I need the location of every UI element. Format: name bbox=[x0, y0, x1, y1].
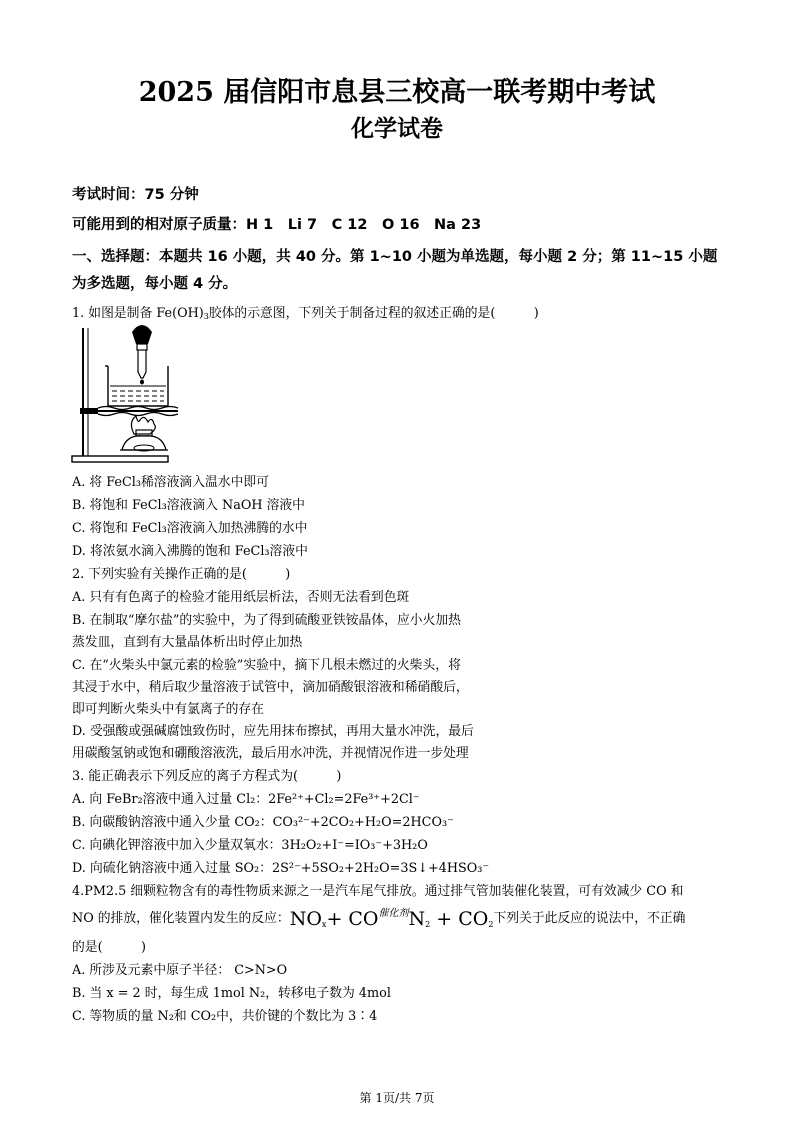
q1-stem: 1. 如图是制备 $Fe(OH)_3$胶体的示意图，下列关于制备过程的叙述正确的是( ) bbox=[72, 306, 539, 321]
q4-option-c: C. 等物质的量 N₂和 CO₂中，共价键的个数比为 3∶4 bbox=[72, 1009, 378, 1024]
section-heading-line1: 一、选择题：本题共 16 小题，共 40 分。第 1~10 小题为单选题，每小题 2 分；第 11~15 小题 bbox=[72, 249, 718, 265]
q2-option-b-line2: 蒸发皿，直到有大量晶体析出时停止加热 bbox=[72, 635, 303, 650]
q2-option-d-line2: 用碳酸氢钠或饱和硼酸溶液洗，最后用水冲洗，并视情况作进一步处理 bbox=[72, 746, 469, 761]
q1-option-c: C. 将饱和 FeCl₃溶液滴入加热沸腾的水中 bbox=[72, 521, 308, 536]
q1-option-b: B. 将饱和 FeCl₃溶液滴入 NaOH 溶液中 bbox=[72, 498, 305, 513]
fe-oh3-colloid-apparatus-diagram bbox=[70, 322, 182, 466]
q4-stem-line2: NO 的排放，催化装置内发生的反应：$NO_x+ CO^{催化剂}N_2 + CO_2$下列关于此反应的说法中，不正确 bbox=[72, 908, 686, 930]
q4-option-a: A. 所涉及元素中原子半径： C>N>O bbox=[72, 963, 288, 978]
page-number: 第 1页/共 7页 bbox=[359, 1091, 435, 1105]
q4-stem-line1: 4.PM2.5 细颗粒物含有的毒性物质来源之一是汽车尾气排放。通过排气管加装催化装置，可有效减少 CO 和 bbox=[72, 884, 684, 899]
q3-option-c: C. 向碘化钾溶液中加入少量双氧水：3H₂O₂+I⁻=IO₃⁻+3H₂O bbox=[72, 838, 428, 853]
q3-option-a: A. 向 FeBr₂溶液中通入过量 Cl₂：2Fe²⁺+Cl₂=2Fe³⁺+2Cl⁻ bbox=[72, 792, 420, 807]
section-heading-line2: 为多选题，每小题 4 分。 bbox=[72, 276, 238, 292]
q2-option-d-line1: D. 受强酸或强碱腐蚀致伤时，应先用抹布擦拭，再用大量水冲洗，最后 bbox=[72, 724, 474, 739]
q4-reaction-equation: $NO_x+ CO^{催化剂}N_2 + CO_2$ bbox=[289, 908, 494, 930]
q4-stem-line3: 的是( ) bbox=[72, 940, 146, 955]
q2-option-a: A. 只有有色离子的检验才能用纸层析法，否则无法看到色斑 bbox=[72, 590, 410, 605]
atomic-masses: 可能用到的相对原子质量：H 1 Li 7 C 12 O 16 Na 23 bbox=[72, 217, 482, 233]
q2-option-c-line1: C. 在“火柴头中氯元素的检验”实验中，摘下几根未燃过的火柴头，将 bbox=[72, 658, 461, 673]
q4-option-b: B. 当 x = 2 时，每生成 1mol N₂，转移电子数为 4mol bbox=[72, 986, 391, 1001]
exam-subtitle: 化学试卷 bbox=[351, 115, 443, 142]
q1-option-a: A. 将 FeCl₃稀溶液滴入温水中即可 bbox=[72, 475, 269, 490]
q3-option-b: B. 向碳酸钠溶液中通入少量 CO₂：CO₃²⁻+2CO₂+H₂O=2HCO₃⁻ bbox=[72, 815, 454, 830]
q2-option-b-line1: B. 在制取“摩尔盐”的实验中，为了得到硫酸亚铁铵晶体，应小火加热 bbox=[72, 613, 461, 628]
exam-title: 2025 届信阳市息县三校高一联考期中考试 bbox=[138, 77, 656, 108]
q3-stem: 3. 能正确表示下列反应的离子方程式为( ) bbox=[72, 769, 342, 784]
q2-stem: 2. 下列实验有关操作正确的是( ) bbox=[72, 567, 291, 582]
exam-time: 考试时间：75 分钟 bbox=[72, 187, 199, 203]
q2-option-c-line2: 其浸于水中，稍后取少量溶液于试管中，滴加硝酸银溶液和稀硝酸后， bbox=[72, 680, 469, 695]
q2-option-c-line3: 即可判断火柴头中有氯离子的存在 bbox=[72, 702, 264, 717]
q3-option-d: D. 向硫化钠溶液中通入过量 SO₂：2S²⁻+5SO₂+2H₂O=3S↓+4HSO₃⁻ bbox=[72, 861, 490, 876]
q1-option-d: D. 将浓氨水滴入沸腾的饱和 FeCl₃溶液中 bbox=[72, 544, 308, 559]
